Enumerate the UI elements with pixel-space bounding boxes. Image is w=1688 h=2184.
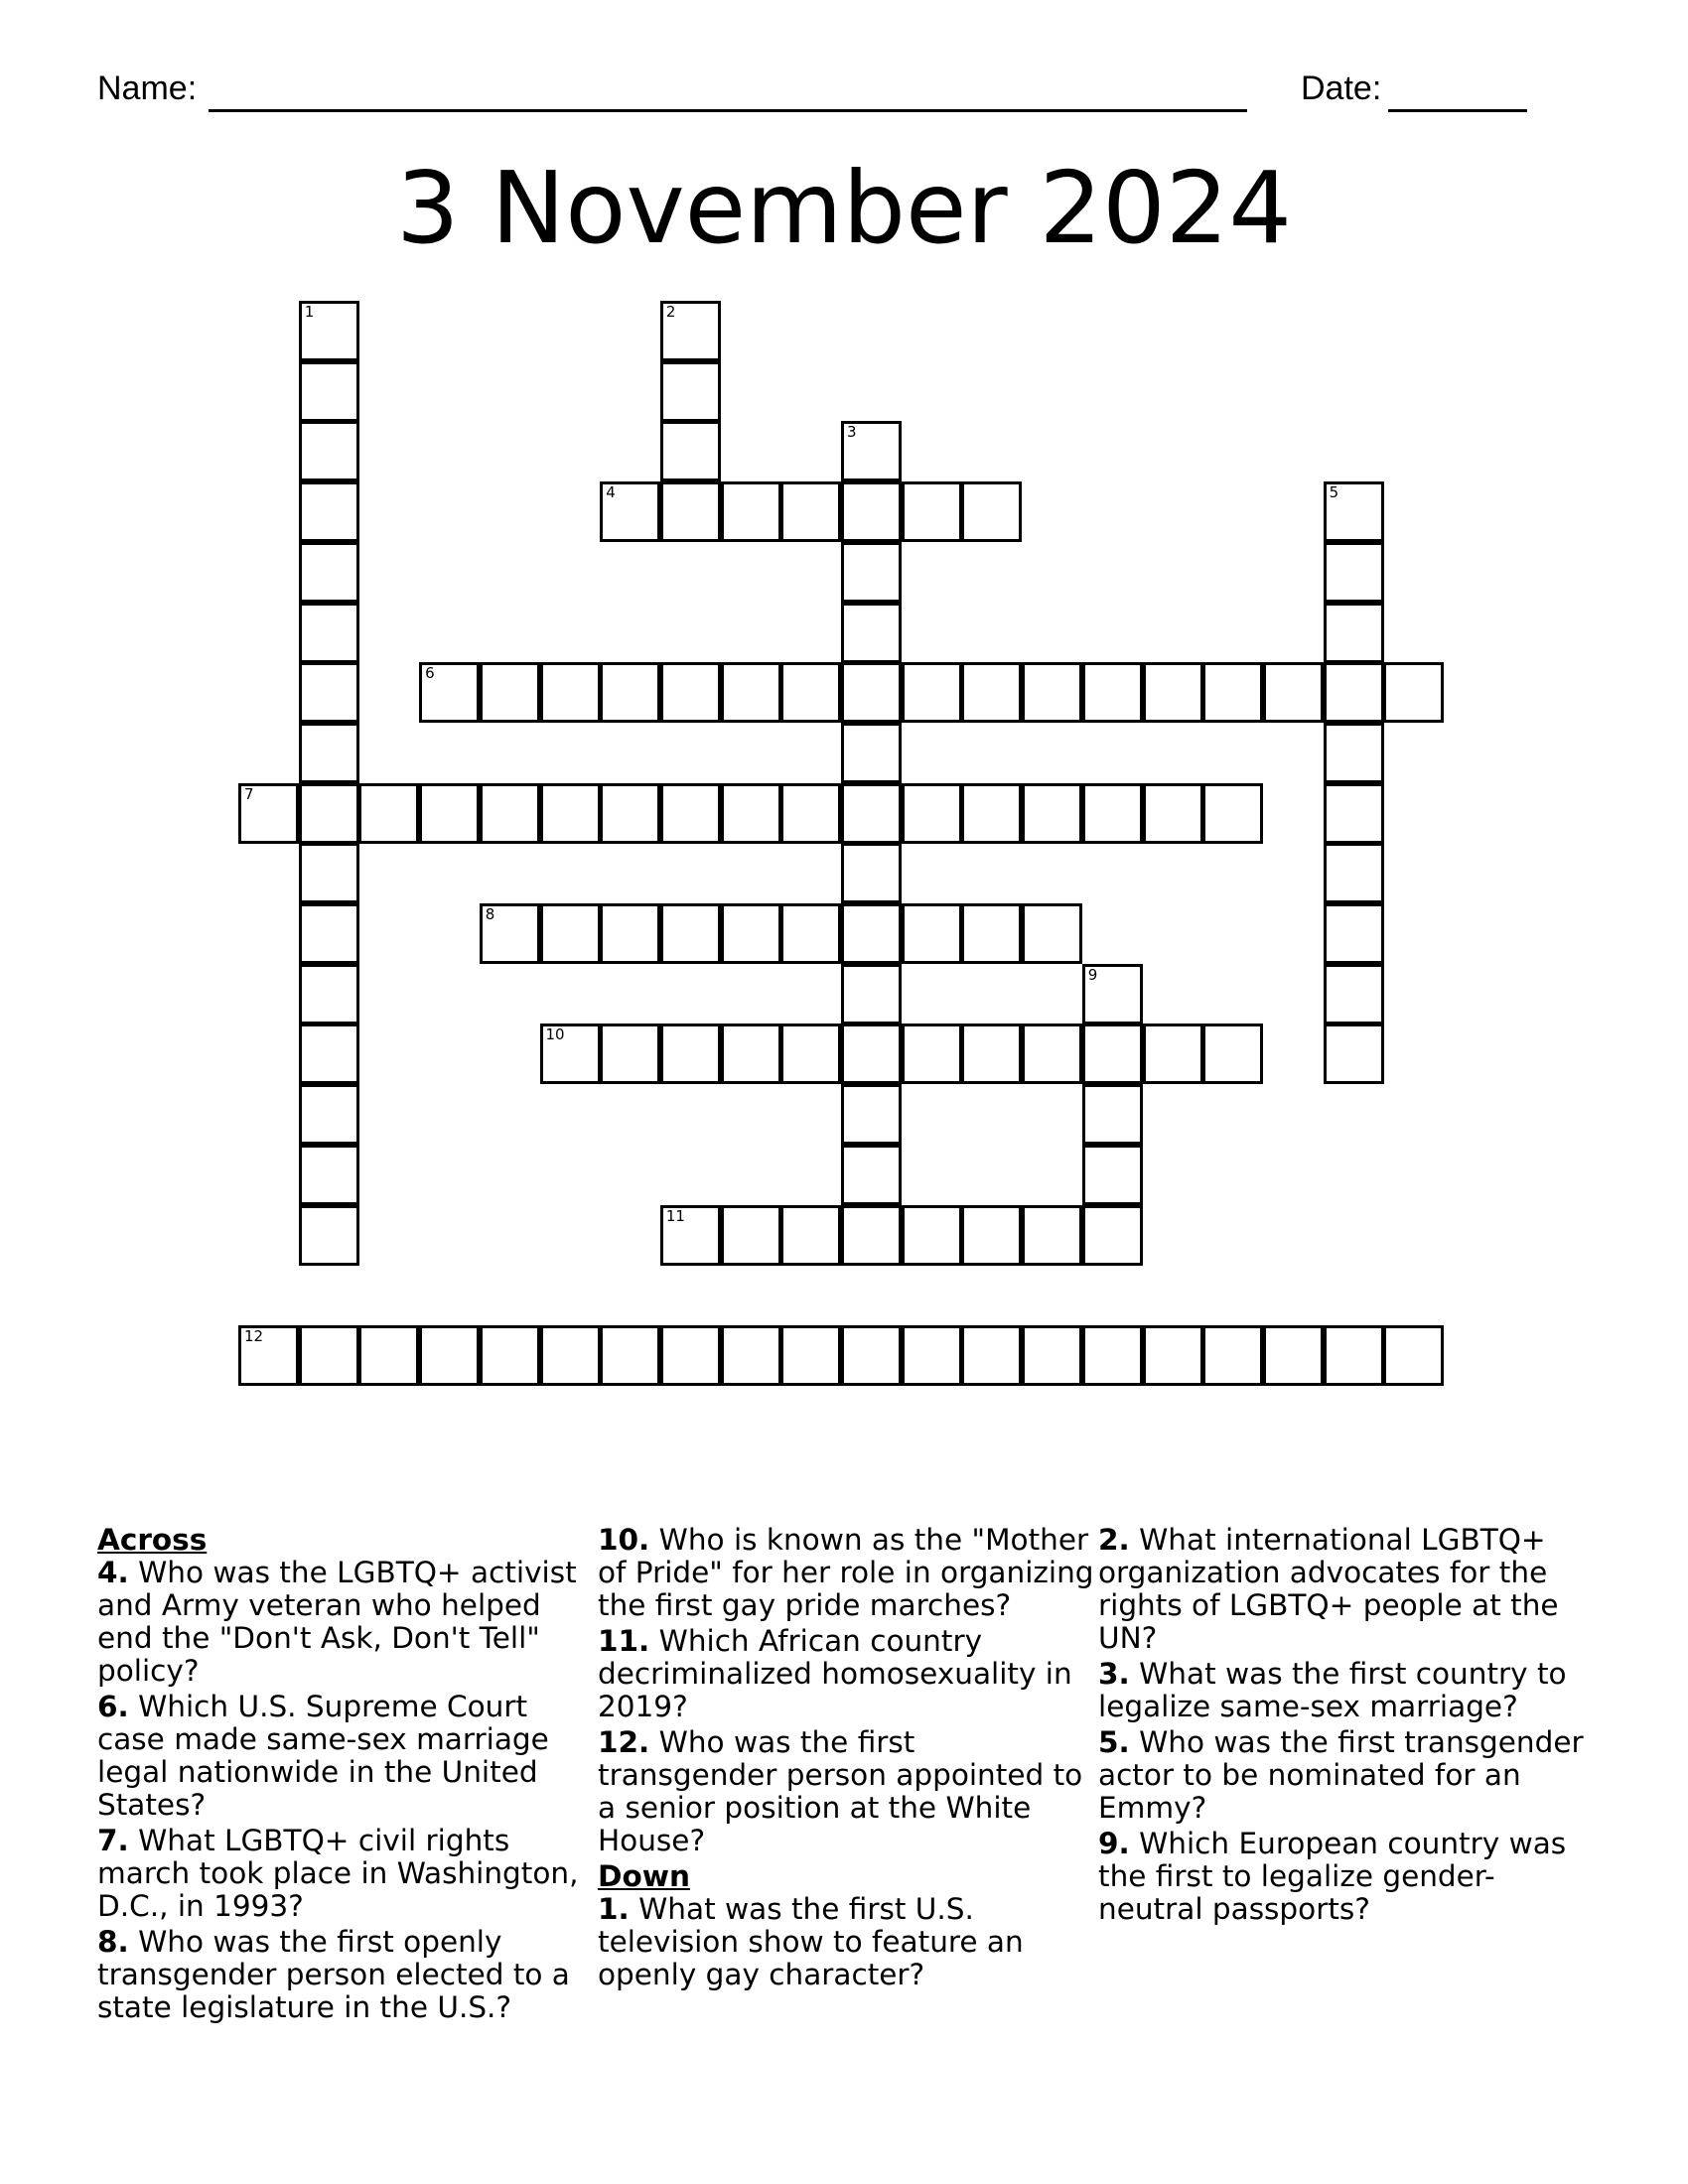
clue-down-9 — [1098, 1828, 1595, 1926]
crossword-cell[interactable] — [1324, 1024, 1384, 1084]
clue-number: 8. — [97, 1925, 129, 1959]
crossword-cell[interactable] — [299, 301, 359, 361]
crossword-cell[interactable] — [902, 783, 962, 844]
crossword-cell[interactable] — [600, 903, 660, 964]
crossword-cell[interactable] — [1383, 1325, 1444, 1386]
crossword-cell[interactable] — [540, 662, 601, 723]
crossword-cell[interactable] — [299, 603, 359, 663]
crossword-cell[interactable] — [299, 964, 359, 1024]
crossword-cell[interactable] — [1263, 662, 1324, 723]
clue-text: Which European country was the first to legalize gender-neutral passports? — [1098, 1827, 1567, 1926]
clue-text: Who is known as the "Mother of Pride" for her role in organizing the first gay pride marches? — [598, 1523, 1094, 1622]
crossword-cell[interactable] — [540, 903, 601, 964]
clue-number: 1. — [598, 1892, 630, 1926]
crossword-cell[interactable] — [299, 1145, 359, 1205]
crossword-cell[interactable] — [1082, 662, 1143, 723]
crossword-cell[interactable] — [961, 1024, 1022, 1084]
clue-text: What international LGBTQ+ organization advocates for the rights of LGBTQ+ people at the UN? — [1098, 1523, 1559, 1655]
crossword-cell[interactable] — [841, 903, 902, 964]
crossword-cell[interactable] — [902, 1205, 962, 1266]
crossword-cell[interactable] — [600, 783, 660, 844]
crossword-cell[interactable] — [780, 481, 841, 542]
crossword-cell[interactable] — [841, 723, 902, 783]
crossword-cell[interactable] — [961, 783, 1022, 844]
clue-number: 9. — [1098, 1827, 1130, 1860]
crossword-cell[interactable] — [299, 361, 359, 422]
clue-down-1 — [598, 1893, 1094, 1991]
crossword-cell[interactable] — [660, 783, 721, 844]
crossword-cell[interactable] — [1324, 481, 1384, 542]
clue-number-label: 9 — [1087, 965, 1098, 984]
crossword-cell[interactable] — [961, 1325, 1022, 1386]
crossword-cell[interactable] — [299, 1024, 359, 1084]
crossword-cell[interactable] — [600, 1024, 660, 1084]
crossword-cell[interactable] — [961, 1205, 1022, 1266]
crossword-cell[interactable] — [1202, 1024, 1263, 1084]
crossword-cell[interactable] — [1082, 964, 1143, 1024]
crossword-cell[interactable] — [1383, 662, 1444, 723]
crossword-cell[interactable] — [1022, 1024, 1082, 1084]
crossword-cell[interactable] — [1082, 1084, 1143, 1145]
crossword-cell[interactable] — [660, 1205, 721, 1266]
crossword-cell[interactable] — [1202, 783, 1263, 844]
crossword-cell[interactable] — [1082, 1205, 1143, 1266]
crossword-cell[interactable] — [841, 542, 902, 603]
crossword-cell[interactable] — [1143, 1024, 1203, 1084]
clue-number-label: 7 — [244, 784, 254, 803]
crossword-cell[interactable] — [780, 903, 841, 964]
crossword-cell[interactable] — [780, 783, 841, 844]
clue-across-11 — [598, 1625, 1094, 1723]
name-label: Name: — [97, 69, 198, 107]
clue-number: 6. — [97, 1690, 129, 1723]
clue-across-4 — [97, 1557, 584, 1688]
clue-across-10 — [598, 1524, 1094, 1622]
clue-across-8 — [97, 1926, 584, 2024]
clue-number: 10. — [598, 1523, 650, 1557]
crossword-cell[interactable] — [600, 662, 660, 723]
crossword-cell[interactable] — [660, 421, 721, 481]
crossword-cell[interactable] — [902, 1325, 962, 1386]
crossword-cell[interactable] — [841, 662, 902, 723]
crossword-cell[interactable] — [961, 481, 1022, 542]
crossword-cell[interactable] — [419, 662, 480, 723]
crossword-cell[interactable] — [299, 903, 359, 964]
crossword-cell[interactable] — [841, 1205, 902, 1266]
clue-text: Who was the first transgender person appointed to a senior position at the White House? — [598, 1725, 1083, 1857]
crossword-cell[interactable] — [1202, 1325, 1263, 1386]
clue-number-label: 12 — [244, 1326, 264, 1345]
clue-number: 5. — [1098, 1725, 1130, 1759]
crossword-cell[interactable] — [721, 1024, 781, 1084]
crossword-cell[interactable] — [1082, 783, 1143, 844]
crossword-cell[interactable] — [299, 542, 359, 603]
crossword-cell[interactable] — [660, 662, 721, 723]
clue-number-label: 6 — [425, 664, 435, 683]
clues-column-2 — [598, 1524, 1094, 1994]
clue-number: 11. — [598, 1624, 650, 1658]
clue-number: 12. — [598, 1725, 650, 1759]
crossword-cell[interactable] — [1143, 1325, 1203, 1386]
clue-text: Who was the LGBTQ+ activist and Army veteran who helped end the "Don't Ask, Don't Tell" policy? — [97, 1556, 577, 1688]
crossword-cell[interactable] — [299, 1325, 359, 1386]
crossword-cell[interactable] — [1324, 1325, 1384, 1386]
crossword-cell[interactable] — [1022, 1325, 1082, 1386]
clue-across-12 — [598, 1726, 1094, 1857]
crossword-cell[interactable] — [780, 1325, 841, 1386]
crossword-cell[interactable] — [841, 1084, 902, 1145]
clue-number: 7. — [97, 1824, 129, 1857]
crossword-cell[interactable] — [721, 481, 781, 542]
crossword-cell[interactable] — [480, 1325, 540, 1386]
crossword-cell[interactable] — [299, 723, 359, 783]
crossword-cell[interactable] — [480, 783, 540, 844]
clue-across-6 — [97, 1691, 584, 1822]
crossword-cell[interactable] — [902, 1024, 962, 1084]
crossword-cell[interactable] — [721, 662, 781, 723]
crossword-cell[interactable] — [1324, 723, 1384, 783]
clue-text: What was the first country to legalize same-sex marriage? — [1098, 1657, 1567, 1723]
crossword-cell[interactable] — [299, 843, 359, 903]
clue-down-3 — [1098, 1658, 1595, 1723]
crossword-cell[interactable] — [299, 662, 359, 723]
clue-text: Which African country decriminalized homosexuality in 2019? — [598, 1624, 1072, 1723]
crossword-cell[interactable] — [540, 1024, 601, 1084]
crossword-cell[interactable] — [841, 1024, 902, 1084]
crossword-cell[interactable] — [358, 1325, 419, 1386]
crossword-cell[interactable] — [299, 1084, 359, 1145]
clue-number: 2. — [1098, 1523, 1130, 1557]
clue-down-2 — [1098, 1524, 1595, 1655]
clue-number-label: 10 — [545, 1025, 565, 1044]
crossword-cell[interactable] — [1263, 1325, 1324, 1386]
crossword-cell[interactable] — [1324, 783, 1384, 844]
crossword-cell[interactable] — [1022, 903, 1082, 964]
clue-number-label: 8 — [485, 905, 495, 923]
crossword-cell[interactable] — [780, 662, 841, 723]
crossword-cell[interactable] — [1324, 603, 1384, 663]
page-title: 3 November 2024 — [396, 150, 1292, 266]
crossword-cell[interactable] — [961, 662, 1022, 723]
crossword-cell[interactable] — [660, 301, 721, 361]
clue-text: What was the first U.S. television show to feature an openly gay character? — [598, 1892, 1024, 1991]
crossword-cell[interactable] — [1143, 662, 1203, 723]
crossword-cell[interactable] — [902, 481, 962, 542]
clue-across-7 — [97, 1825, 584, 1923]
crossword-cell[interactable] — [299, 783, 359, 844]
clue-number-label: 5 — [1329, 483, 1339, 502]
across-heading: Across — [97, 1523, 208, 1557]
crossword-cell[interactable] — [1324, 843, 1384, 903]
crossword-cell[interactable] — [841, 481, 902, 542]
clue-number-label: 11 — [665, 1206, 685, 1225]
crossword-cell[interactable] — [721, 1205, 781, 1266]
crossword-cell[interactable] — [780, 1205, 841, 1266]
crossword-cell[interactable] — [1022, 662, 1082, 723]
crossword-cell[interactable] — [841, 603, 902, 663]
crossword-cell[interactable] — [540, 783, 601, 844]
crossword-cell[interactable] — [660, 1024, 721, 1084]
crossword-cell[interactable] — [902, 903, 962, 964]
crossword-cell[interactable] — [1143, 783, 1203, 844]
clue-number-label: 3 — [847, 423, 857, 442]
crossword-cell[interactable] — [1202, 662, 1263, 723]
crossword-cell[interactable] — [540, 1325, 601, 1386]
crossword-cell[interactable] — [600, 1325, 660, 1386]
crossword-cell[interactable] — [1324, 542, 1384, 603]
clue-number: 4. — [97, 1556, 129, 1589]
crossword-cell[interactable] — [660, 361, 721, 422]
clue-text: Who was the first openly transgender person elected to a state legislature in the U.S.? — [97, 1925, 570, 2024]
crossword-cell[interactable] — [721, 903, 781, 964]
crossword-cell[interactable] — [480, 903, 540, 964]
date-label: Date: — [1301, 69, 1382, 107]
crossword-cell[interactable] — [660, 903, 721, 964]
crossword-cell[interactable] — [358, 783, 419, 844]
crossword-cell[interactable] — [238, 783, 299, 844]
crossword-cell[interactable] — [1022, 1205, 1082, 1266]
crossword-cell[interactable] — [419, 1325, 480, 1386]
clue-number-label: 4 — [606, 483, 616, 502]
crossword-cell[interactable] — [841, 1325, 902, 1386]
crossword-cell[interactable] — [1324, 662, 1384, 723]
crossword-cell[interactable] — [1324, 903, 1384, 964]
crossword-cell[interactable] — [299, 421, 359, 481]
down-heading: Down — [598, 1859, 691, 1893]
crossword-cell[interactable] — [841, 964, 902, 1024]
crossword-cell[interactable] — [1082, 1024, 1143, 1084]
clue-down-5 — [1098, 1726, 1595, 1825]
crossword-cell[interactable] — [902, 662, 962, 723]
crossword-cell[interactable] — [961, 903, 1022, 964]
crossword-cell[interactable] — [1082, 1325, 1143, 1386]
crossword-cell[interactable] — [841, 421, 902, 481]
clue-number-label: 2 — [665, 303, 676, 321]
crossword-cell[interactable] — [600, 481, 660, 542]
clue-text: Who was the first transgender actor to be nominated for an Emmy? — [1098, 1725, 1584, 1825]
crossword-cell[interactable] — [841, 783, 902, 844]
clues-column-3 — [1098, 1524, 1595, 1929]
crossword-cell[interactable] — [1324, 964, 1384, 1024]
clue-number: 3. — [1098, 1657, 1130, 1691]
crossword-cell[interactable] — [660, 481, 721, 542]
crossword-cell[interactable] — [660, 1325, 721, 1386]
crossword-cell[interactable] — [299, 481, 359, 542]
crossword-cell[interactable] — [841, 1145, 902, 1205]
crossword-cell[interactable] — [1022, 783, 1082, 844]
crossword-cell[interactable] — [299, 1205, 359, 1266]
crossword-cell[interactable] — [238, 1325, 299, 1386]
clue-text: Which U.S. Supreme Court case made same-sex marriage legal nationwide in the United States? — [97, 1690, 549, 1822]
crossword-cell[interactable] — [721, 783, 781, 844]
crossword-cell[interactable] — [721, 1325, 781, 1386]
crossword-cell[interactable] — [780, 1024, 841, 1084]
crossword-cell[interactable] — [1082, 1145, 1143, 1205]
clues-column-1 — [97, 1524, 584, 2027]
clue-number-label: 1 — [304, 303, 315, 321]
clue-text: What LGBTQ+ civil rights march took place in Washington, D.C., in 1993? — [97, 1824, 579, 1923]
crossword-cell[interactable] — [419, 783, 480, 844]
crossword-cell[interactable] — [841, 843, 902, 903]
crossword-cell[interactable] — [480, 662, 540, 723]
